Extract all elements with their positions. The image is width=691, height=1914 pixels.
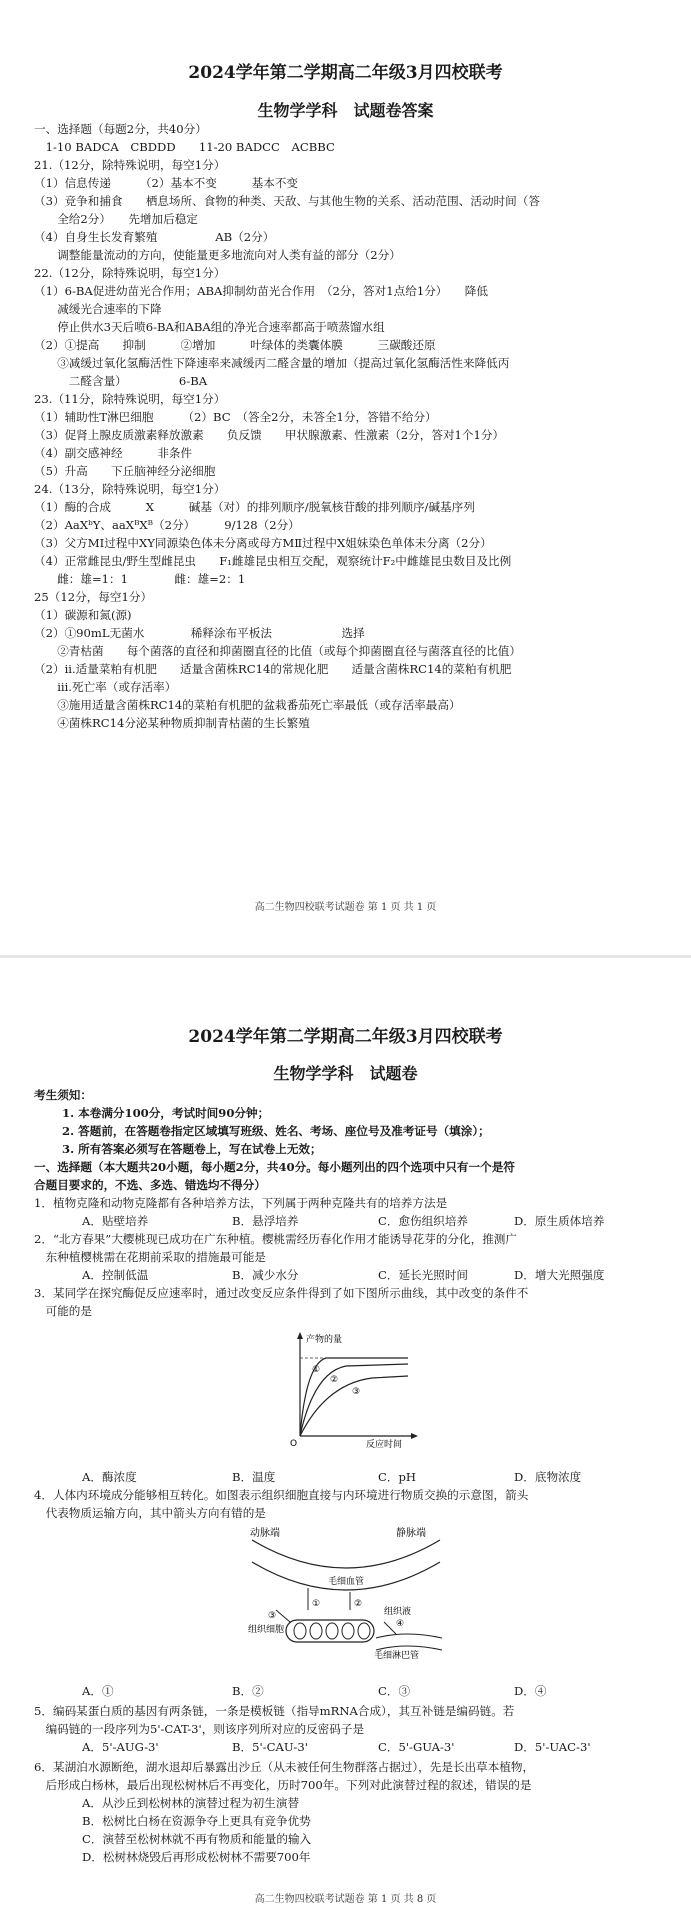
answer-line: （1）辅助性T淋巴细胞 （2）BC （答全2分，未答全1分，答错不给分） [34, 410, 437, 424]
answer-line: 减缓光合速率的下降 [34, 302, 162, 316]
q6-option-c: C．演替至松树林就不再有物质和能量的输入 [82, 1832, 312, 1846]
q5-option-b: B．5'-CAU-3' [232, 1740, 308, 1754]
answer-line: （1）信息传递 （2）基本不变 基本不变 [34, 176, 299, 190]
answer-line: （4）副交感神经 非条件 [34, 446, 193, 460]
exam-page [0, 958, 691, 1914]
answer-line: 23.（11分，除特殊说明，每空1分） [34, 392, 226, 406]
curve-3 [300, 1376, 408, 1436]
lymph-capillary-label: 毛细淋巴管 [374, 1651, 420, 1661]
answer-line: 22.（12分，除特殊说明，每空1分） [34, 266, 226, 280]
origin-label: O [290, 1439, 298, 1448]
page-title: 2024学年第二学期高二年级3月四校联考 [188, 1027, 503, 1047]
venous-end-label: 静脉端 [396, 1528, 426, 1539]
capillary-label: 毛细血管 [328, 1577, 365, 1587]
answer-line: 21.（12分，除特殊说明，每空1分） [34, 158, 226, 172]
x-axis-arrow-icon [411, 1433, 418, 1439]
question-1-stem: 1．植物克隆和动物克隆都有各种培养方法，下列属于两种克隆共有的培养方法是 [34, 1196, 448, 1210]
curve-1-label: ① [312, 1365, 321, 1375]
page-title: 2024学年第二学期高二年级3月四校联考 [188, 63, 503, 83]
x-axis-label: 反应时间 [366, 1440, 403, 1448]
q5-option-c: C．5'-GUA-3' [378, 1740, 455, 1754]
answer-line: （1）6-BA促进幼苗光合作用；ABA抑制幼苗光合作用 （2分，答对1点给1分） 降低 [34, 284, 488, 298]
question-4-stem-cont: 代表物质运输方向，其中箭头方向有错的是 [34, 1506, 266, 1520]
answer-line: iii.死亡率（或存活率） [34, 680, 177, 694]
q4-option-a: A．① [82, 1684, 114, 1698]
answer-line: 25（12分，每空1分） [34, 590, 153, 604]
answer-line: ③施用适量含菌株RC14的菜粕有机肥的盆栽番茄死亡率最低（或存活率最高） [34, 698, 461, 712]
answer-line: （4）自身生长发育繁殖 AB（2分） [34, 230, 275, 244]
notice-item: 1. 本卷满分100分，考试时间90分钟； [62, 1106, 270, 1120]
page-footer: 高二生物四校联考试题卷 第 1 页 共 8 页 [254, 1894, 437, 1905]
q1-option-a: A．贴壁培养 [82, 1214, 149, 1228]
answer-line: （4）正常雌昆虫/野生型雌昆虫 F₁雌雄昆虫相互交配，观察统计F₂中雌雄昆虫数目及比例 [34, 554, 512, 568]
q2-option-a: A．控制低温 [82, 1268, 149, 1282]
answer-line: 雌：雄=1：1 雌：雄=2：1 [34, 572, 246, 586]
q1-option-c: C．愈伤组织培养 [378, 1214, 469, 1228]
answer-line: （3）促肾上腺皮质激素释放激素 负反馈 甲状腺激素、性激素（2分，答对1个1分） [34, 428, 505, 442]
arrow-2-label: ② [354, 1599, 363, 1609]
q3-option-c: C．pH [378, 1470, 416, 1484]
q6-option-d: D．松树林烧毁后再形成松树林不需要700年 [82, 1850, 311, 1864]
q2-option-c: C．延长光照时间 [378, 1268, 469, 1282]
notice-item: 3. 所有答案必须写在答题卷上，写在试卷上无效； [62, 1142, 322, 1156]
section-title-cont: 合题目要求的，不选、多选、错选均不得分） [34, 1178, 266, 1192]
answer-page [0, 0, 691, 955]
cell-icon [358, 1623, 370, 1639]
arterial-end-label: 动脉端 [250, 1528, 280, 1539]
answer-line: ②青枯菌 每个菌落的直径和抑菌圈直径的比值（或每个抑菌圈直径与菌落直径的比值） [34, 644, 521, 658]
q6-option-a: A．从沙丘到松树林的演替过程为初生演替 [82, 1796, 300, 1810]
question-3-stem: 3．某同学在探究酶促反应速率时，通过改变反应条件得到了如下图所示曲线，其中改变的条件不 [34, 1286, 529, 1300]
q1-option-b: B．悬浮培养 [232, 1214, 299, 1228]
answer-line: （3）竞争和捕食 栖息场所、食物的种类、天敌、与其他生物的关系、活动范围、活动时间（答 [34, 194, 540, 208]
question-4-stem: 4．人体内环境成分能够相互转化。如图表示组织细胞直接与内环境进行物质交换的示意图，箭头 [34, 1488, 529, 1502]
notice-item: 2. 答题前，在答题卷指定区域填写班级、姓名、考场、座位号及准考证号（填涂）； [62, 1124, 490, 1138]
answer-line: （2）AaXᵇY、aaXᴮXᴮ（2分） 9/128（2分） [34, 518, 300, 532]
cell-icon [326, 1623, 338, 1639]
answer-line: 全给2分） 先增加后稳定 [34, 212, 198, 226]
question-6-stem: 6．某湖泊水源断绝，湖水退却后暴露出沙丘（从未被任何生物群落占据过），先是长出草本植物， [34, 1760, 535, 1774]
answer-line: （2）ii.适量菜粕有机肥 适量含菌株RC14的常规化肥 适量含菌株RC14的菜粕有机肥 [34, 662, 512, 676]
arrow-3-label: ③ [268, 1611, 277, 1621]
q4-option-c: C．③ [378, 1684, 411, 1698]
q2-option-b: B．减少水分 [232, 1268, 299, 1282]
q4-option-d: D．④ [514, 1684, 547, 1698]
q2-option-d: D．增大光照强度 [514, 1268, 605, 1282]
y-axis-arrow-icon [297, 1332, 303, 1339]
answer-line: （1）酶的合成 X 碱基（对）的排列顺序/脱氧核苷酸的排列顺序/碱基序列 [34, 500, 475, 514]
question-5-stem-cont: 编码链的一段序列为5'-CAT-3'，则该序列所对应的反密码子是 [34, 1722, 365, 1736]
q1-option-d: D．原生质体培养 [514, 1214, 605, 1228]
answer-line: 一、选择题（每题2分，共40分） [34, 122, 207, 136]
q4-option-b: B．② [232, 1684, 264, 1698]
section-title: 一、选择题（本大题共20小题，每小题2分，共40分。每小题列出的四个选项中只有一个是符 [34, 1160, 515, 1174]
q3-curve-figure [280, 1328, 420, 1448]
q3-option-b: B．温度 [232, 1470, 276, 1484]
curve-2-label: ② [330, 1375, 339, 1385]
question-6-stem-cont: 后形成白杨林，最后出现松树林后不再变化，历时700年。下列对此演替过程的叙述，错误的是 [34, 1778, 532, 1792]
question-2-stem-cont: 东种植樱桃需在花期前采取的措施最可能是 [34, 1250, 266, 1264]
answer-line: 调整能量流动的方向，使能量更多地流向对人类有益的部分（2分） [34, 248, 401, 262]
curve-3-label: ③ [352, 1387, 361, 1397]
tissue-fluid-label: 组织液 [384, 1607, 412, 1617]
notice-title: 考生须知： [34, 1088, 92, 1102]
page-subtitle: 生物学学科 试题卷 [273, 1064, 418, 1083]
y-axis-label: 产物的量 [306, 1335, 343, 1345]
answer-line: （2）①提高 抑制 ②增加 叶绿体的类囊体膜 三碳酸还原 [34, 338, 436, 352]
capillary-wall-outer [252, 1540, 440, 1568]
page-subtitle: 生物学学科 试题卷答案 [257, 101, 434, 120]
question-2-stem: 2．“北方春果”大樱桃现已成功在广东种植。樱桃需经历春化作用才能诱导花芽的分化，推测广 [34, 1232, 517, 1246]
cell-icon [342, 1623, 354, 1639]
arrow-4-label: ④ [396, 1619, 405, 1629]
answer-line: （1）碳源和氮(源) [34, 608, 132, 622]
arrow-3 [276, 1610, 290, 1622]
answer-line: 24.（13分，除特殊说明，每空1分） [34, 482, 226, 496]
cell-icon [294, 1623, 306, 1639]
page-footer: 高二生物四校联考试题卷 第 1 页 共 1 页 [254, 902, 437, 913]
lymph-capillary [376, 1634, 442, 1650]
q4-exchange-figure [246, 1526, 446, 1666]
answer-line: 停止供水3天后喷6-BA和ABA组的净光合速率都高于喷蒸馏水组 [34, 320, 385, 334]
answer-line: 1-10 BADCA CBDDD 11-20 BADCC ACBBC [34, 140, 335, 154]
q6-option-b: B．松树比白杨在资源争夺上更具有竞争优势 [82, 1814, 311, 1828]
arrow-4 [384, 1622, 396, 1634]
answer-line: 二醛含量） 6-BA [34, 374, 208, 388]
question-3-stem-cont: 可能的是 [34, 1304, 92, 1318]
cell-icon [310, 1623, 322, 1639]
q5-option-a: A．5'-AUG-3' [82, 1740, 159, 1754]
q3-option-a: A．酶浓度 [82, 1470, 137, 1484]
question-5-stem: 5．编码某蛋白质的基因有两条链，一条是模板链（指导mRNA合成），其互补链是编码链。若 [34, 1704, 515, 1718]
q3-option-d: D．底物浓度 [514, 1470, 582, 1484]
answer-line: （2）①90mL无菌水 稀释涂布平板法 选择 [34, 626, 365, 640]
arrow-1-label: ① [312, 1599, 321, 1609]
answer-line: ③减缓过氧化氢酶活性下降速率来减缓丙二醛含量的增加（提高过氧化氢酶活性来降低丙 [34, 356, 510, 370]
q5-option-d: D．5'-UAC-3' [514, 1740, 591, 1754]
answer-line: （3）父方MⅠ过程中XY同源染色体未分离或母方MⅡ过程中X姐妹染色单体未分离（2分） [34, 536, 492, 550]
answer-line: ④菌株RC14分泌某种物质抑制青枯菌的生长繁殖 [34, 716, 310, 730]
tissue-cell-label: 组织细胞 [248, 1625, 285, 1635]
answer-line: （5）升高 下丘脑神经分泌细胞 [34, 464, 216, 478]
